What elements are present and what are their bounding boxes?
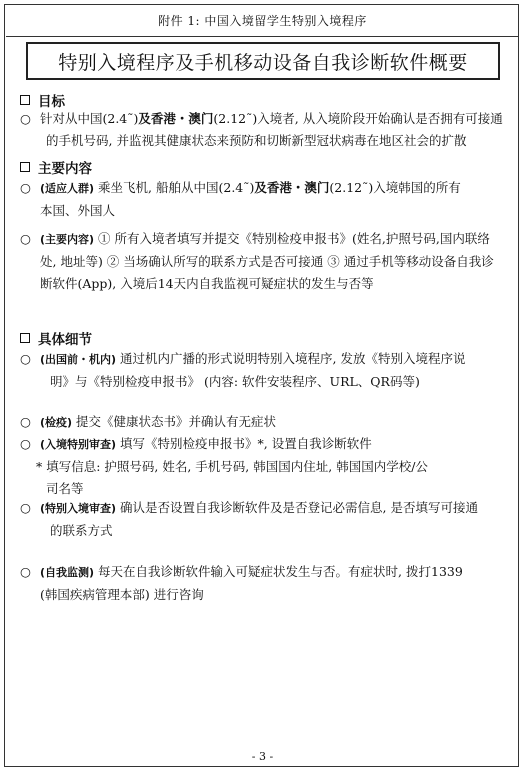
checkbox-icon bbox=[20, 162, 30, 172]
circle-bullet-icon: ○ bbox=[20, 180, 31, 195]
detail-item-self-monitoring: ○ (自我监测) 每天在自我诊断软件输入可疑症状发生与否。有症状时, 拨打1339 (韩国疾病管理本部) 进行咨询 bbox=[20, 561, 510, 606]
checkbox-icon bbox=[20, 333, 30, 343]
circle-bullet-icon: ○ bbox=[20, 231, 31, 246]
small-circle-bullet-icon: ○ bbox=[20, 436, 31, 451]
detail-item-special-review: ○ (特别入境审查) 确认是否设置自我诊断软件及是否登记必需信息, 是否填写可接通 的联系方式 bbox=[20, 497, 510, 542]
small-circle-bullet-icon: ○ bbox=[20, 500, 31, 515]
section-details-heading: 具体细节 bbox=[20, 328, 92, 348]
section-goal-heading: 目标 bbox=[20, 90, 65, 110]
page-title: 特别入境程序及手机移动设备自我诊断软件概要 bbox=[26, 42, 500, 80]
detail-item-entry-review: ○ (入境特别审查) 填写《特别检疫申报书》*, 设置自我诊断软件 * 填写信息: 护照号码, 姓名, 手机号码, 韩国国内住址, 韩国国内学校/公 司名等 bbox=[20, 433, 510, 500]
main-item-contents: ○ (主要内容) ① 所有入境者填写并提交《特别检疫申报书》(姓名,护照号码,国内联络 处, 地址等) ② 当场确认所写的联系方式是否可接通 ③ 通过手机等移动设备自我诊 断软件(App), 入境后14天内自我监视可疑症状的发生与否等 bbox=[20, 228, 510, 295]
page-number: - 3 - bbox=[251, 750, 274, 763]
detail-item-before-departure: ○ (出国前・机内) 通过机内广播的形式说明特别入境程序, 发放《特别入境程序说 明》与《特别检疫申报书》 (内容: 软件安装程序、URL、QR码等) bbox=[20, 348, 510, 393]
section-main-heading: 主要内容 bbox=[20, 157, 92, 177]
main-item-target: ○ (适应人群) 乘坐飞机, 船舶从中国(2.4˜)及香港・澳门(2.12˜)入境韩国的所有 本国、外国人 bbox=[20, 177, 510, 222]
circle-bullet-icon: ○ bbox=[20, 111, 31, 126]
small-circle-bullet-icon: ○ bbox=[20, 351, 31, 366]
checkbox-icon bbox=[20, 95, 30, 105]
small-circle-bullet-icon: ○ bbox=[20, 414, 31, 429]
goal-paragraph: ○ 针对从中国(2.4˜)及香港・澳门(2.12˜)入境者, 从入境阶段开始确认是否拥有可接通 的手机号码, 并监视其健康状态来预防和切断新型冠状病毒在地区社会的扩散 bbox=[20, 108, 510, 152]
small-circle-bullet-icon: ○ bbox=[20, 564, 31, 579]
header-divider bbox=[6, 36, 519, 37]
attachment-header: 附件 1: 中国入境留学生特别入境程序 bbox=[158, 14, 367, 28]
detail-item-quarantine: ○ (检疫) 提交《健康状态书》并确认有无症状 bbox=[20, 411, 510, 434]
